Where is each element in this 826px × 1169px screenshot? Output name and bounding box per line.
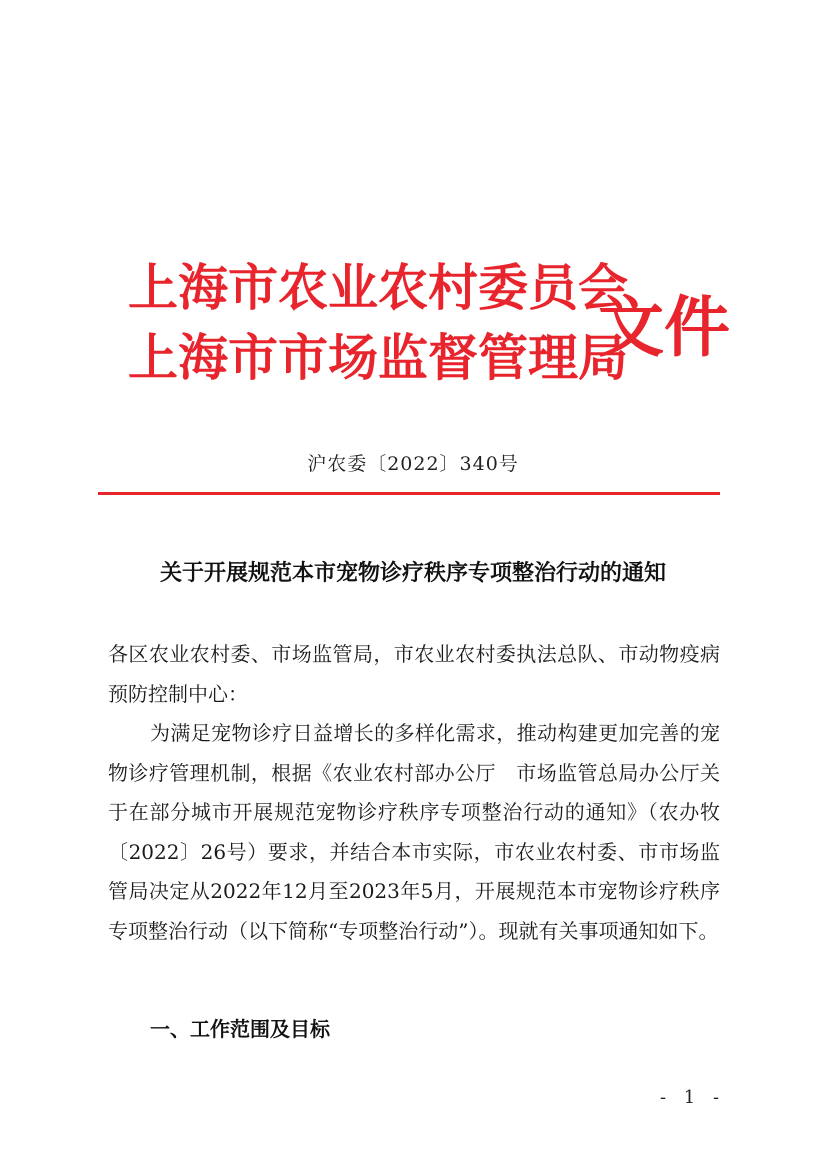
masthead-suffix: 文件 (598, 289, 730, 366)
document-number: 沪农委〔2022〕340号 (307, 453, 519, 475)
issuer-name-market-regulation: 上海市市场监督管理局 (128, 329, 628, 387)
issuer-name-agriculture: 上海市农业农村委员会 (128, 259, 628, 317)
document-masthead (128, 248, 728, 398)
document-title: 关于开展规范本市宠物诊疗秩序专项整治行动的通知 (159, 560, 666, 586)
salutation: 各区农业农村委、市场监管局，市农业农村委执法总队、市动物疫病预防控制中心： (108, 642, 720, 706)
document-body (108, 635, 720, 951)
red-divider (98, 492, 720, 495)
body-paragraph: 为满足宠物诊疗日益增长的多样化需求，推动构建更加完善的宠物诊疗管理机制，根据《农业农村部办公厅 市场监管总局办公厅关于在部分城市开展规范宠物诊疗秩序专项整治行动的通知》（农办牧〔2022〕26号）要求，并结合本市实际，市农业农村委、市市场监管局决定从2022年12月至2023年5月，开展规范本市宠物诊疗秩序专项整治行动（以下简称“专项整治行动”）。现就有关事项通知如下。 (108, 721, 720, 943)
section-heading: 一、工作范围及目标 (150, 1017, 330, 1041)
page-number: - 1 - (660, 1087, 726, 1108)
